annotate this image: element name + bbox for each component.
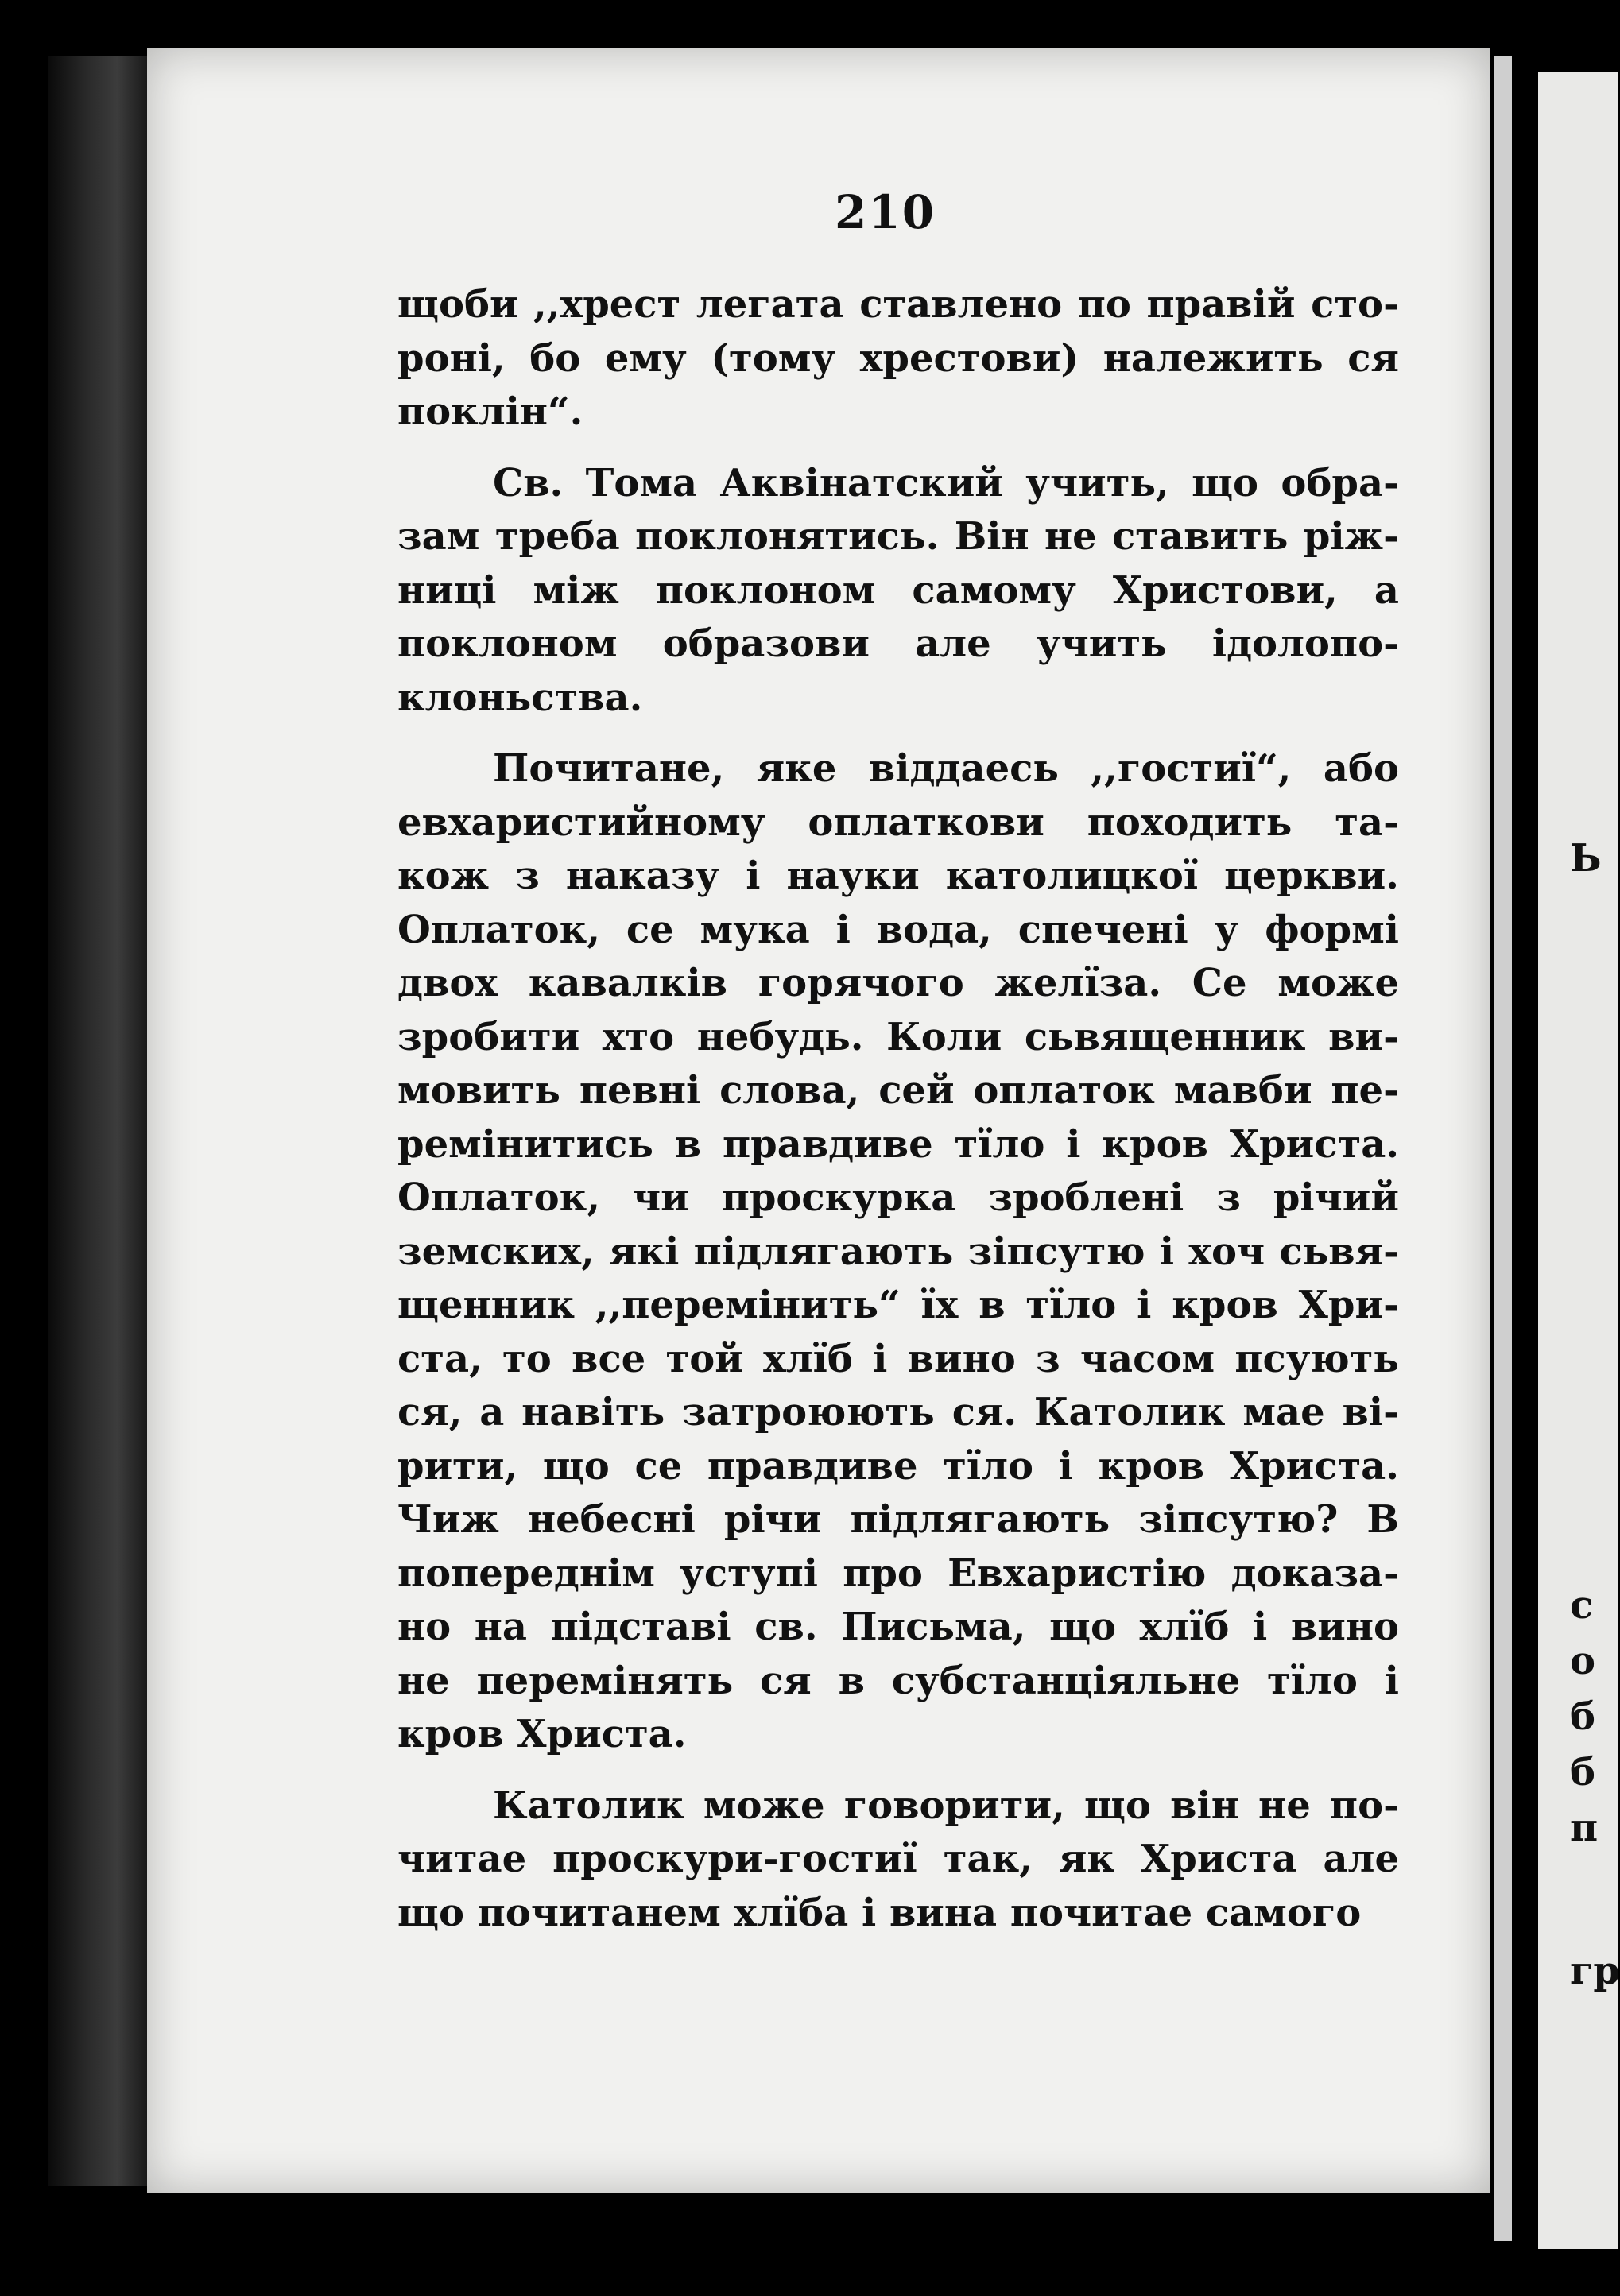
text-line: мовить певні слова, сей оплаток мавби пе- xyxy=(397,1068,1399,1113)
text-line: Оплаток, чи проскурка зроблені з річий xyxy=(397,1175,1399,1220)
facing-page-edge xyxy=(1494,56,1512,2241)
text-line: попереднім уступі про Евхаристію доказа- xyxy=(397,1551,1399,1596)
text-line: роні, бо ему (тому хрестови) належить ся xyxy=(397,335,1399,381)
text-line: Оплаток, се мука і вода, спечені у формі xyxy=(397,907,1399,952)
facing-page-fragment: гр xyxy=(1570,1949,1620,1993)
text-line: кож з наказу і науки католицкої церкви. xyxy=(397,854,1399,898)
text-line: щенник ,,перемінить“ їх в тїло і кров Хри- xyxy=(397,1283,1399,1327)
facing-page-fragment: Ь xyxy=(1570,836,1602,881)
text-line: не перемінять ся в субстанціяльне тїло і xyxy=(397,1658,1399,1703)
text-line: Почитане, яке віддаесь ,,гостиї“, або xyxy=(493,746,1399,791)
paragraph xyxy=(397,742,1399,1762)
text-line: ся, а навіть затроюють ся. Католик мае ві- xyxy=(397,1390,1399,1435)
facing-page-fragment: с xyxy=(1570,1583,1594,1628)
facing-page xyxy=(1538,72,1618,2249)
text-line: зробити хто небудь. Коли сьвященник ви- xyxy=(397,1014,1399,1059)
text-line: клоньства. xyxy=(397,675,643,720)
text-line: що почитанем хлїба і вина почитае самого xyxy=(397,1890,1362,1935)
paragraph xyxy=(397,278,1399,439)
text-line: рити, що се правдиве тїло і кров Христа. xyxy=(397,1443,1399,1489)
text-line: поклоном образови але учить ідолопо- xyxy=(397,621,1399,666)
text-line: кров Христа. xyxy=(397,1712,687,1756)
text-line: Св. Тома Аквінатский учить, що обра- xyxy=(493,460,1399,505)
text-line: ста, то все той хлїб і вино з часом псують xyxy=(397,1336,1399,1381)
text-line: но на підставі св. Письма, що хлїб і вино xyxy=(397,1605,1399,1649)
text-line: читае проскури-гостиї так, як Христа але xyxy=(397,1837,1399,1881)
facing-page-fragment: б xyxy=(1570,1750,1596,1795)
text-line: ремінитись в правдиве тїло і кров Христа. xyxy=(397,1121,1399,1167)
text-line: Чиж небесні річи підлягають зіпсутю? В xyxy=(397,1497,1399,1542)
facing-page-fragment: б xyxy=(1570,1694,1596,1739)
text-line: земских, які підлягають зіпсутю і хоч сьвя- xyxy=(397,1229,1399,1274)
book-spine xyxy=(48,56,147,2186)
text-line: зам треба поклонятись. Він не ставить ріж- xyxy=(397,514,1399,559)
paragraph xyxy=(397,1779,1399,1941)
text-line: щоби ,,хрест легата ставлено по правій сто- xyxy=(397,282,1399,327)
text-line: Католик може говорити, що він не по- xyxy=(493,1783,1399,1828)
text-line: евхаристийному оплаткови походить та- xyxy=(397,800,1399,845)
text-line: поклін“. xyxy=(397,389,583,434)
page-number: 210 xyxy=(835,185,936,239)
text-line: ниці між поклоном самому Христови, а xyxy=(397,567,1399,613)
text-line: двох кавалків горячого желїза. Се може xyxy=(397,961,1399,1005)
paragraph xyxy=(397,457,1399,726)
facing-page-fragment: п xyxy=(1570,1806,1599,1850)
facing-page-fragment: о xyxy=(1570,1639,1596,1683)
body-text xyxy=(397,278,1399,1957)
